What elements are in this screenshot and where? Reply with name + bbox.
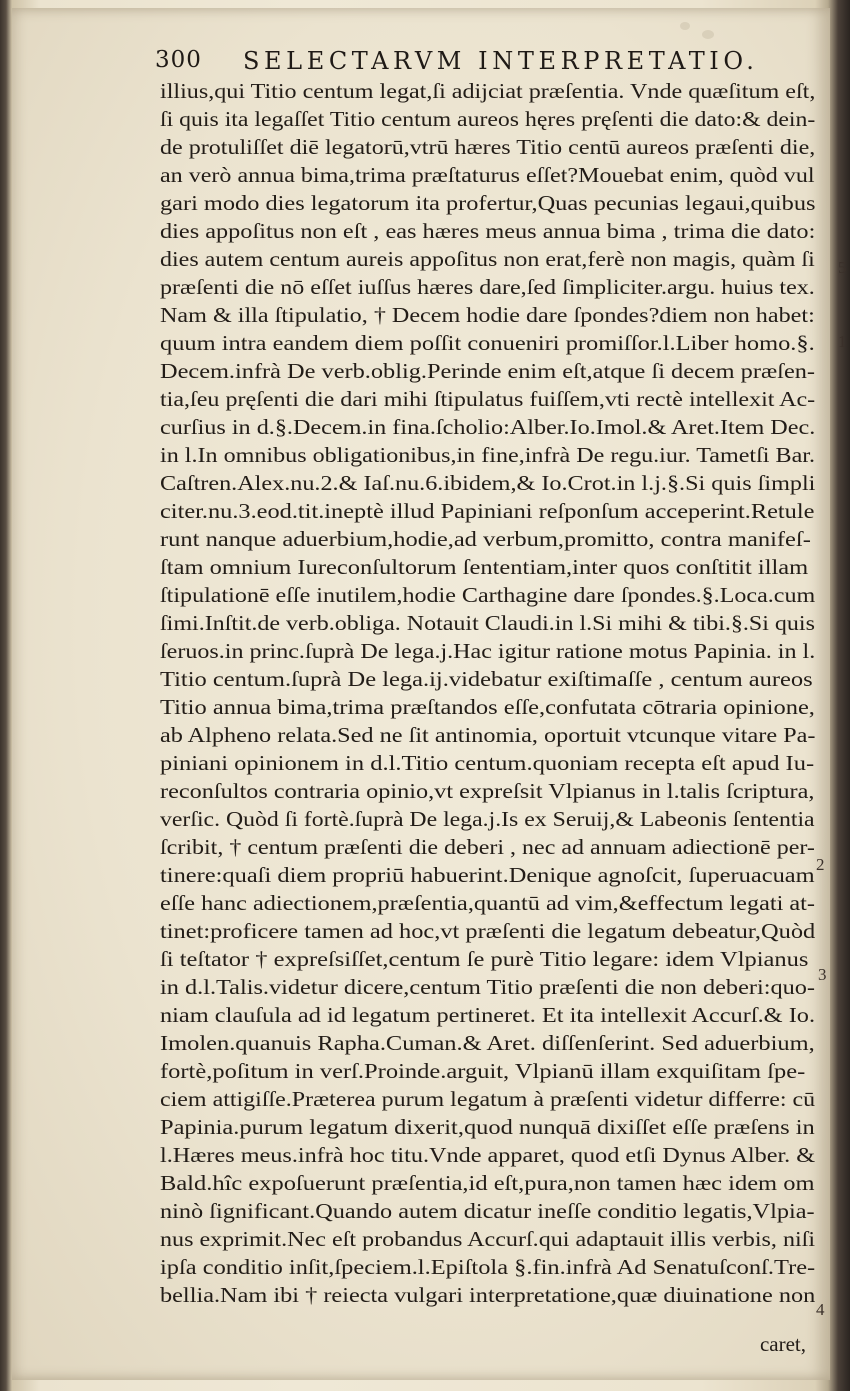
text-line: ninò ſignificant.Quando autem dicatur ineſſe conditio legatis,Vlpia-: [160, 1199, 815, 1223]
text-line: verſic. Quòd ſi fortè.ſuprà De lega.j.Is ex Seruij,& Labeonis ſententia: [160, 807, 815, 831]
margin-mark: 1: [838, 332, 847, 351]
text-line: curſius in d.§.Decem.in fina.ſcholio:Alber.Io.Imol.& Aret.Item Dec.: [160, 415, 816, 439]
text-line: nus exprimit.Nec eſt probandus Accurſ.qui adaptauit illis verbis, niſi: [160, 1227, 816, 1251]
text-line: de protuliſſet diē legatorū,vtrū hæres Titio centū aureos præſenti die,: [160, 135, 816, 159]
text-line: præſenti die nō eſſet iuſſus hæres dare,ſed ſimpliciter.argu. huius tex.: [160, 275, 815, 299]
catchword: caret,: [759, 1332, 806, 1356]
text-line: an verò annua bima,trima præſtaturus eſſet?Mouebat enim, quòd vul: [160, 163, 815, 187]
margin-mark: 4: [816, 1300, 825, 1319]
text-line: Decem.infrà De verb.oblig.Perinde enim eſt,atque ſi decem præſen-: [160, 359, 816, 383]
text-line: l.Hæres meus.infrà hoc titu.Vnde apparet, quod etſi Dynus Alber. &: [160, 1143, 816, 1167]
text-line: tinere:quaſi diem propriū habuerint.Denique agnoſcit, ſuperuacuam: [160, 863, 815, 887]
text-line: dies appoſitus non eſt , eas hæres meus annua bima , trima die dato:: [160, 219, 816, 243]
ink-spot: [702, 30, 714, 39]
text-line: tinet:proficere tamen ad hoc,vt præſenti die legatum debeatur,Quòd: [160, 919, 816, 943]
text-line: Bald.hîc expoſuerunt præſentia,id eſt,pura,non tamen hæc idem om: [160, 1171, 815, 1195]
text-line: ciem attigiſſe.Præterea purum legatum à præſenti videtur differre: cū: [160, 1087, 816, 1111]
text-line: tia,ſeu pręſenti die dari mihi ſtipulatus fuiſſem,vti rectè intellexit Ac-: [160, 387, 816, 411]
text-line: Titio annua bima,trima præſtandos eſſe,confutata cōtraria opinione,: [160, 695, 815, 719]
text-line: ſi teſtator † expreſsiſſet,centum ſe purè Titio legare: idem Vlpianus: [160, 947, 809, 971]
text-line: reconſultos contraria opinio,vt expreſsit Vlpianus in l.talis ſcriptura,: [160, 779, 815, 803]
text-line: citer.nu.3.eod.tit.ineptè illud Papiniani reſponſum acceperint.Retule: [160, 499, 815, 523]
page-header: [155, 47, 775, 81]
text-line: gari modo dies legatorum ita profertur,Quas pecunias legaui,quibus: [160, 191, 816, 215]
text-line: in d.l.Talis.videtur dicere,centum Titio præſenti die non deberi:quo-: [160, 975, 816, 999]
text-line: Nam & illa ſtipulatio, † Decem hodie dare ſpondes?diem non habet:: [160, 303, 815, 327]
text-line: piniani opinionem in d.l.Titio centum.quoniam recepta eſt apud Iu-: [160, 751, 815, 775]
text-line: illius,qui Titio centum legat,ſi adijciat præſentia. Vnde quæſitum eſt,: [160, 79, 816, 103]
text-line: bellia.Nam ibi † reiecta vulgari interpretatione,quæ diuinatione non: [160, 1283, 816, 1307]
folio-number: 300: [155, 47, 202, 73]
text-line: ſtipulationē eſſe inutilem,hodie Carthagine dare ſpondes.§.Loca.cum: [160, 583, 816, 607]
text-line: eſſe hanc adiectionem,præſentia,quantū ad vim,&effectum legati at-: [160, 891, 815, 915]
margin-mark: 2: [816, 855, 825, 874]
running-title: SELECTARVM INTERPRETATIO.: [243, 47, 759, 75]
text-line: ſimi.Inſtit.de verb.obliga. Notauit Claudi.in l.Si mihi & tibi.§.Si quis: [160, 611, 815, 635]
text-line: ſi quis ita legaſſet Titio centum aureos hęres pręſenti die dato:& dein-: [160, 107, 816, 131]
text-line: quum intra eandem diem poſſit conueniri promiſſor.l.Liber homo.§.: [160, 331, 815, 355]
text-line: Imolen.quanuis Rapha.Cuman.& Aret. diſſenſerint. Sed aduerbium,: [160, 1031, 815, 1055]
text-line: ipſa conditio inſit,ſpeciem.l.Epiſtola §.fin.infrà Ad Senatuſconſ.Tre-: [160, 1255, 816, 1279]
margin-mark: 3: [818, 965, 827, 984]
text-line: niam clauſula ad id legatum pertineret. Et ita intellexit Accurſ.& Io.: [160, 1003, 816, 1027]
text-line: ſtam omnium Iureconſultorum ſententiam,inter quos conſtitit illam: [160, 555, 809, 579]
ink-spot: [680, 22, 690, 30]
text-line: ab Alpheno relata.Sed ne ſit antinomia, oportuit vtcunque vitare Pa-: [160, 723, 816, 747]
text-line: Titio centum.ſuprà De lega.ij.videbatur exiſtimaſſe , centum aureos: [160, 667, 813, 691]
text-line: ſcribit, † centum præſenti die deberi , nec ad annuam adiectionē per-: [160, 835, 815, 859]
text-line: Papinia.purum legatum dixerit,quod nunquā dixiſſet eſſe præſens in: [160, 1115, 815, 1139]
text-line: ſeruos.in princ.ſuprà De lega.j.Hac igitur ratione motus Papinia. in l.: [160, 639, 816, 663]
text-line: Caſtren.Alex.nu.2.& Iaſ.nu.6.ibidem,& Io.Crot.in l.j.§.Si quis ſimpli: [160, 471, 816, 495]
text-line: dies autem centum aureis appoſitus non erat,ferè non magis, quàm ſi: [160, 247, 815, 271]
text-line: fortè,poſitum in verſ.Proinde.arguit, Vlpianū illam exquiſitam ſpe-: [160, 1059, 806, 1083]
margin-mark: 5: [838, 258, 847, 277]
text-line: in l.In omnibus obligationibus,in fine,infrà De regu.iur. Tametſi Bar.: [160, 443, 815, 467]
text-line: runt nanque aduerbium,hodie,ad verbum,promitto, contra manifeſ-: [160, 527, 811, 551]
